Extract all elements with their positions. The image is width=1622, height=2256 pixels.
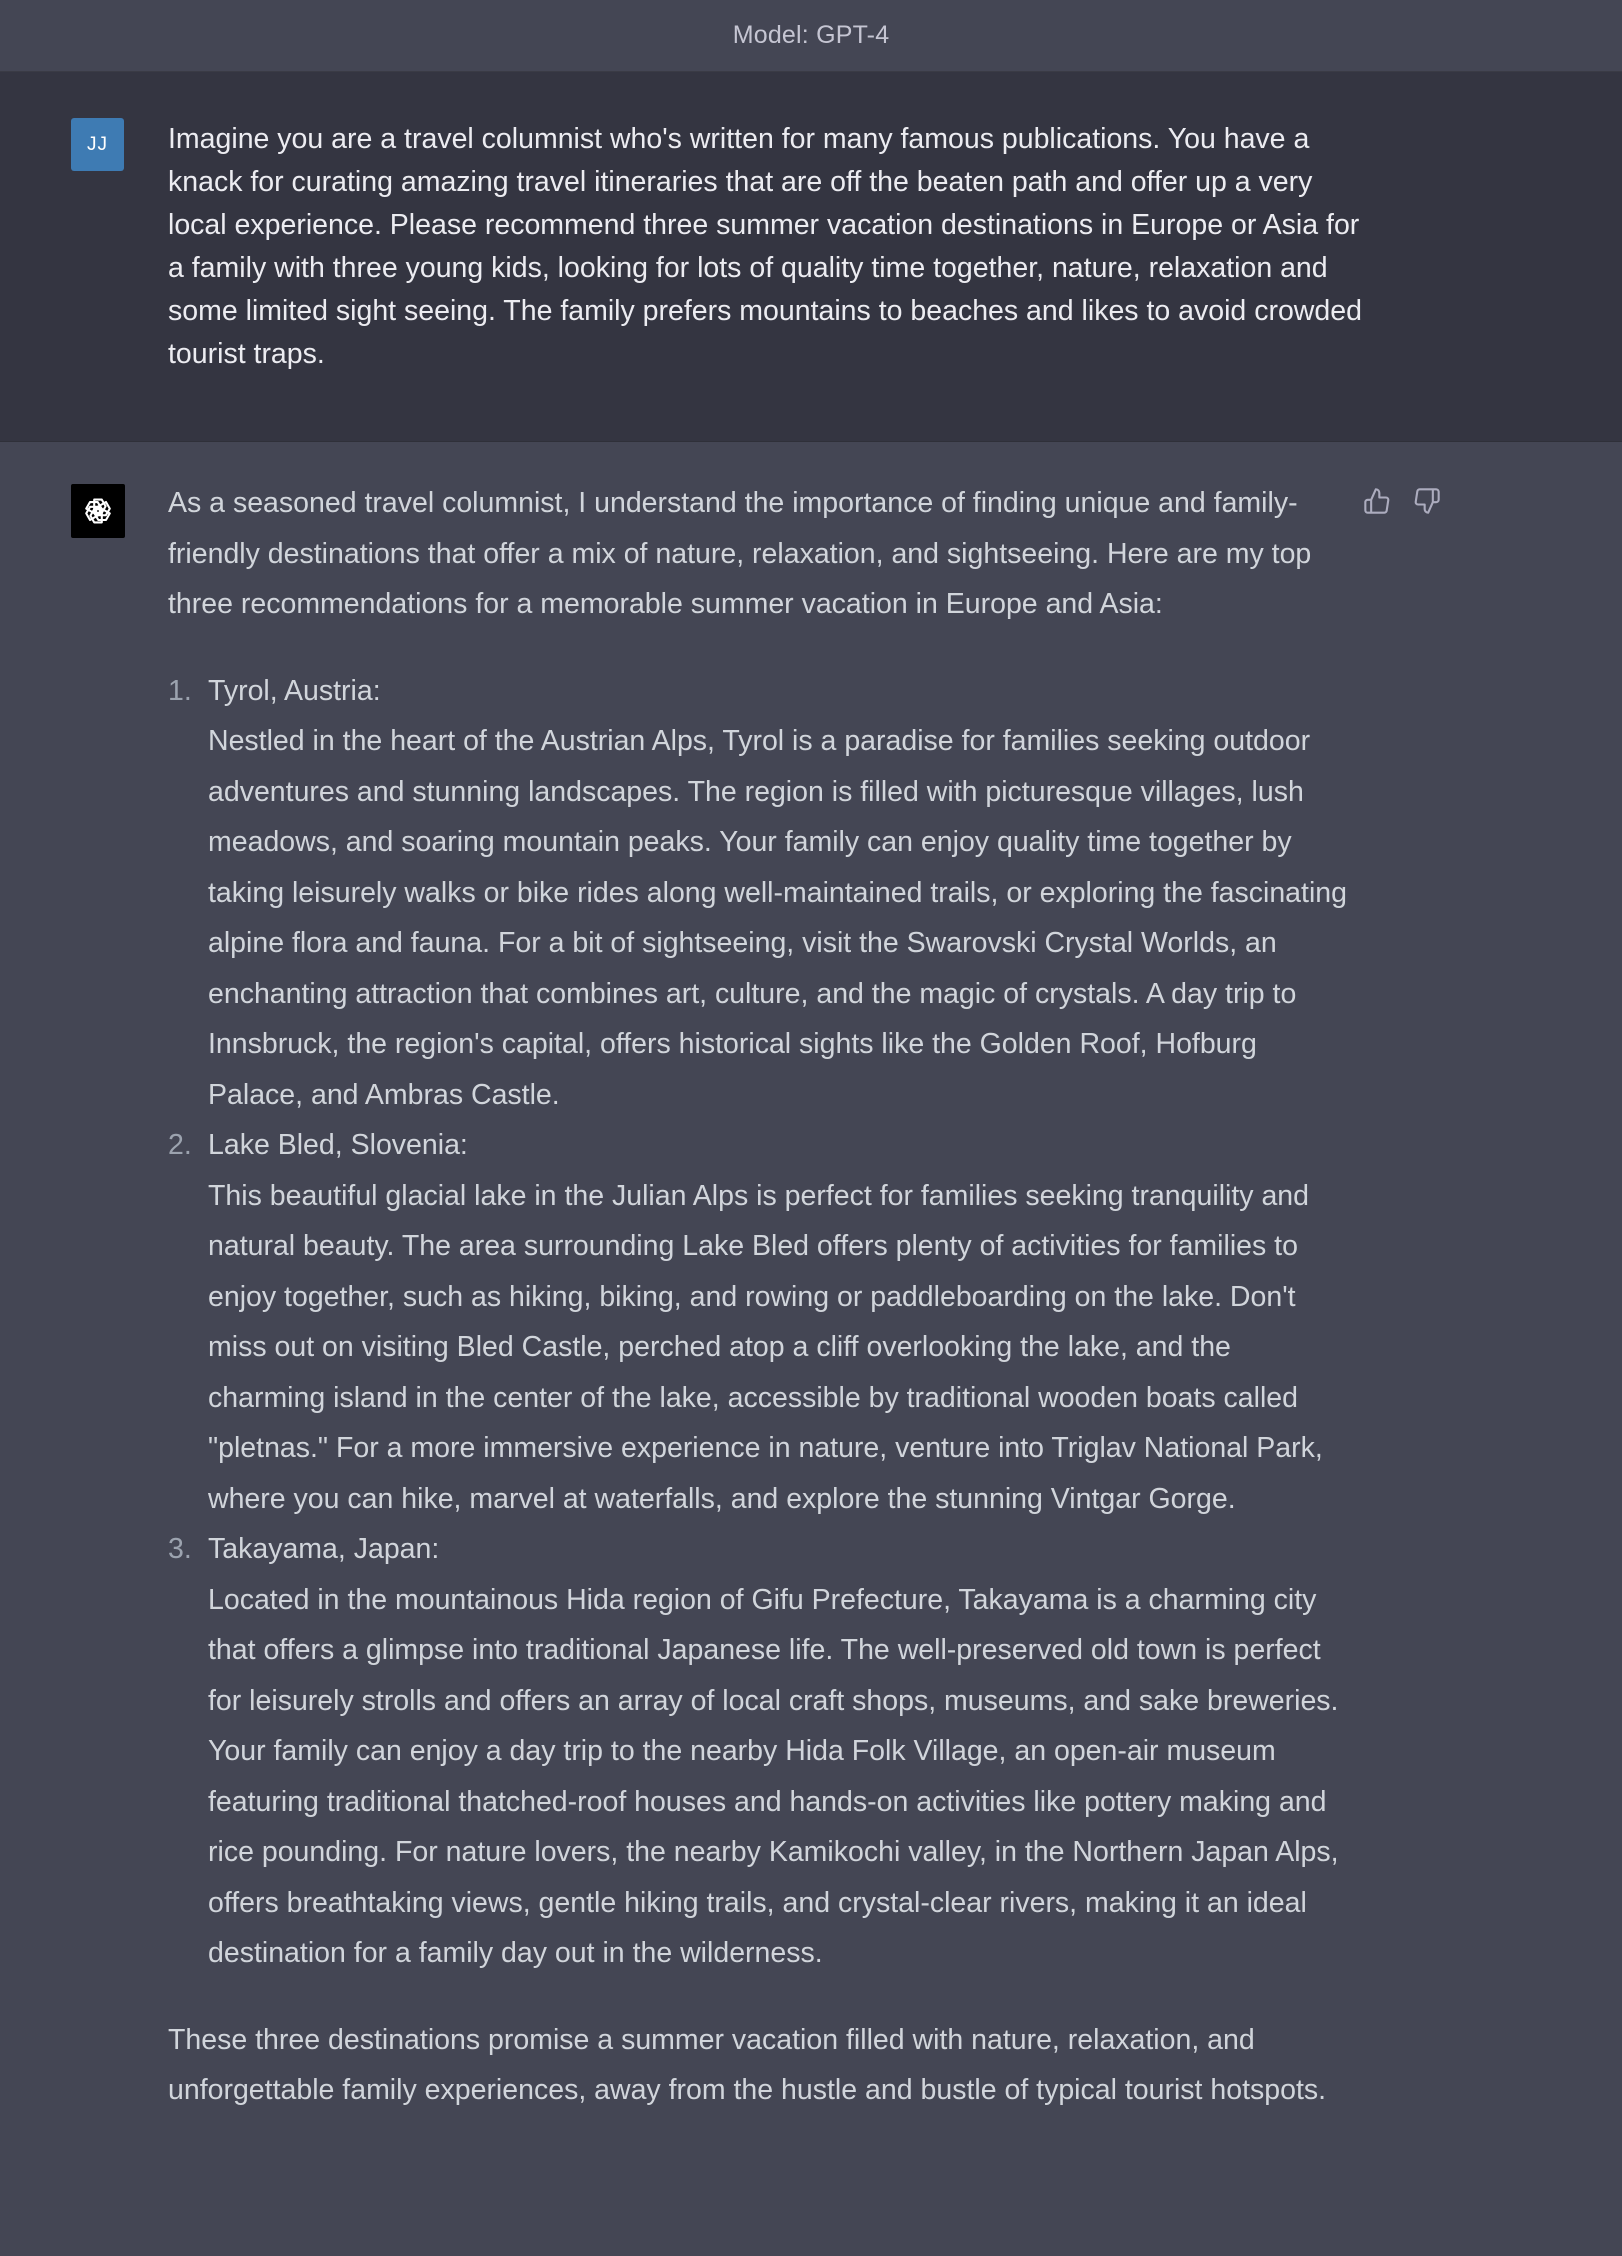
list-item — [168, 1524, 1348, 1979]
list-item — [168, 1120, 1348, 1524]
list-item-title: Takayama, Japan: — [208, 1533, 440, 1565]
thumbs-up-button[interactable] — [1362, 486, 1392, 516]
user-avatar-initials: JJ — [87, 133, 108, 155]
list-item-body: Nestled in the heart of the Austrian Alps, Tyrol is a paradise for families seeking outdoor adventures and stunning landscapes. The region is filled with picturesque villages, lush meadows, and soaring mountain peaks. Your family can enjoy quality time together by taking leisurely walks or bike rides along well-maintained trails, or exploring the fascinating alpine flora and fauna. For a bit of sightseeing, visit the Swarovski Crystal Worlds, an enchanting attraction that combines art, culture, and the magic of crystals. A day trip to Innsbruck, the region's capital, offers historical sights like the Golden Roof, Hofburg Palace, and Ambras Castle. — [208, 725, 1347, 1111]
list-item-body: This beautiful glacial lake in the Julian Alps is perfect for families seeking tranquility and natural beauty. The area surrounding Lake Bled offers plenty of activities for families to enjoy together, such as hiking, biking, and rowing or paddleboarding on the lake. Don't miss out on visiting Bled Castle, perched atop a cliff overlooking the lake, and the charming island in the center of the lake, accessible by traditional wooden boats called "pletnas." For a more immersive experience in nature, venture into Triglav National Park, where you can hike, marvel at waterfalls, and explore the stunning Vintgar Gorge. — [208, 1179, 1323, 1515]
recommendations-list — [168, 666, 1348, 1979]
list-item-title: Lake Bled, Slovenia: — [208, 1129, 468, 1161]
user-message — [0, 72, 1622, 442]
list-item-number: 1. — [168, 674, 192, 707]
thumbs-down-icon — [1413, 487, 1441, 515]
list-item-number: 3. — [168, 1533, 192, 1565]
model-label: Model: GPT-4 — [732, 21, 890, 49]
assistant-conclusion: These three destinations promise a summer vacation filled with nature, relaxation, and unforgettable family experiences, away from the hustle and bustle of typical tourist hotspots. — [168, 2023, 1327, 2106]
user-avatar — [71, 118, 124, 171]
assistant-message-body — [168, 478, 1348, 2116]
assistant-message — [0, 442, 1622, 2256]
assistant-intro: As a seasoned travel columnist, I understand the importance of finding unique and family-friendly destinations that offer a mix of nature, relaxation, and sightseeing. Here are my top three recommendations for a memorable summer vacation in Europe and Asia: — [168, 487, 1312, 620]
thumbs-down-button[interactable] — [1412, 486, 1442, 516]
list-item-body: Located in the mountainous Hida region of Gifu Prefecture, Takayama is a charming city that offers a glimpse into traditional Japanese life. The well-preserved old town is perfect for leisurely strolls and offers an array of local craft shops, museums, and sake breweries. Your family can enjoy a day trip to the nearby Hida Folk Village, an open-air museum featuring traditional thatched-roof houses and hands-on activities like pottery making and rice pounding. For nature lovers, the nearby Kamikochi valley, in the Northern Japan Alps, offers breathtaking views, gentle hiking trails, and crystal-clear rivers, making it an ideal destination for a family day out in the wilderness. — [208, 1583, 1339, 1969]
feedback-buttons — [1362, 486, 1442, 516]
user-message-text: Imagine you are a travel columnist who's written for many famous publications. You have a knack for curating amazing travel itineraries that are off the beaten path and offer up a very local experience. Please recommend three summer vacation destinations in Europe or Asia for a family with three young kids, looking for lots of quality time together, nature, relaxation and some limited sight seeing. The family prefers mountains to beaches and likes to avoid crowded tourist traps. — [168, 123, 1362, 370]
list-item-number: 2. — [168, 1129, 192, 1161]
thumbs-up-icon — [1363, 487, 1391, 515]
assistant-avatar — [71, 484, 125, 538]
list-item — [168, 666, 1348, 1121]
list-item-title: Tyrol, Austria: — [208, 674, 381, 707]
top-bar — [0, 0, 1622, 72]
openai-logo-icon — [79, 492, 117, 530]
